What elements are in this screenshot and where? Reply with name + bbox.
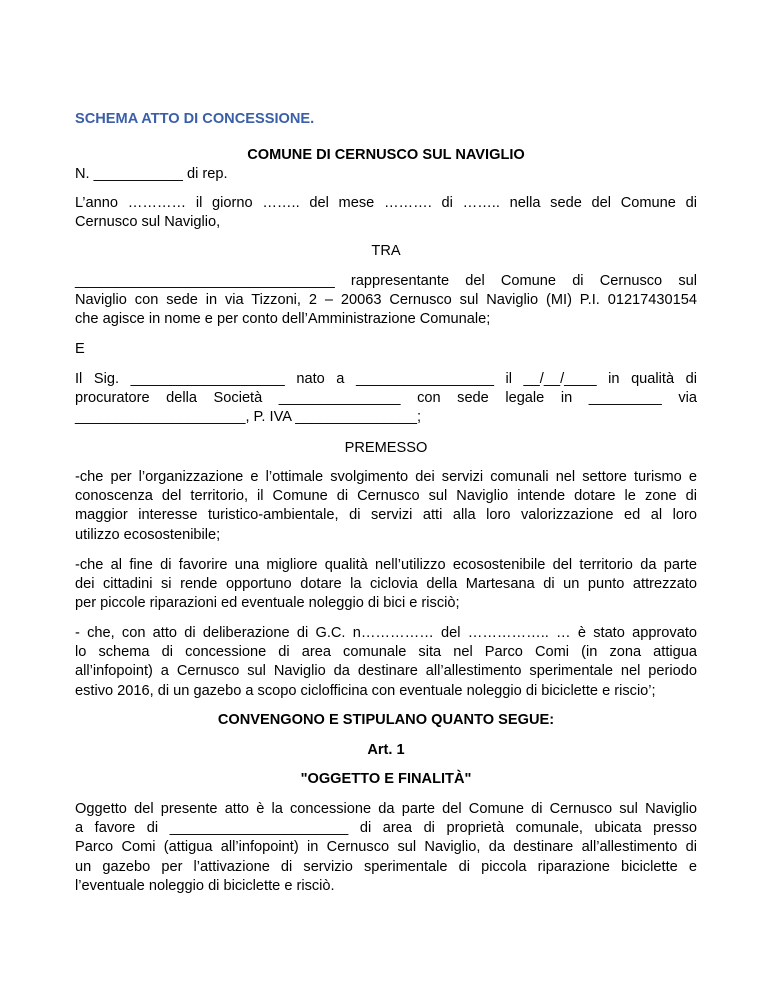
comune-title: COMUNE DI CERNUSCO SUL NAVIGLIO — [247, 147, 525, 163]
text-line: maggior interesse turistico-ambientale, di servizi atti alla loro valorizzazione ed al loro — [75, 507, 697, 524]
text-line: Cernusco sul Naviglio, — [75, 214, 221, 231]
schema-title: SCHEMA ATTO DI CONCESSIONE. — [75, 111, 315, 127]
premesso-label: PREMESSO — [344, 440, 428, 456]
text-line: all’infopoint) a Cernusco sul Naviglio da destinare all’allestimento sperimentale nel periodo — [75, 663, 697, 680]
text-line: Il Sig. ___________________ nato a _________________ il __/__/____ in qualità di — [75, 371, 697, 387]
text-line: l’eventuale noleggio di biciclette e risciò. — [75, 877, 335, 894]
text-line: a favore di ______________________ di area di proprietà comunale, ubicata presso — [75, 820, 697, 837]
anno-paragraph — [75, 194, 697, 232]
text-line: utilizzo ecosostenibile; — [75, 526, 221, 543]
premessa-paragraph-2 — [75, 556, 697, 614]
text-line: un gazebo per l’attivazione di servizio sperimentale di piccola riparazione biciclette e — [75, 858, 697, 875]
text-line: -che per l’organizzazione e l’ottimale svolgimento dei servizi comunali nel settore turismo e — [75, 469, 697, 485]
text-line: ________________________________ rappresentante del Comune di Cernusco sul — [75, 273, 697, 289]
premessa-paragraph-3 — [75, 624, 697, 701]
oggetto-paragraph — [75, 800, 697, 896]
text-line: - che, con atto di deliberazione di G.C. n…………… del …………….. … è stato approvato — [75, 625, 697, 641]
sig-paragraph — [75, 370, 697, 428]
text-line: Parco Comi (attigua all’infopoint) in Cernusco sul Naviglio, da destinare all’allestimento di — [75, 839, 697, 856]
text-line: _____________________, P. IVA _______________; — [75, 409, 422, 426]
text-line: che agisce in nome e per conto dell’Amministrazione Comunale; — [75, 311, 491, 328]
text-line: procuratore della Società _______________ con sede legale in _________ via — [75, 390, 697, 407]
rappresentante-paragraph — [75, 272, 697, 330]
premessa-paragraph-1 — [75, 468, 697, 545]
text-line: -che al fine di favorire una migliore qualità nell’utilizzo ecosostenibile del territorio da parte — [75, 557, 697, 573]
rep-line: N. ___________ di rep. — [75, 166, 228, 182]
art-1-heading: Art. 1 — [367, 742, 405, 758]
tra-label: TRA — [371, 243, 401, 259]
oggetto-heading: "OGGETTO E FINALITÀ" — [300, 771, 472, 787]
text-line: per piccole riparazioni ed eventuale noleggio di bici e risciò; — [75, 595, 460, 612]
convengono-heading: CONVENGONO E STIPULANO QUANTO SEGUE: — [217, 712, 555, 728]
text-line: conoscenza del territorio, il Comune di Cernusco sul Naviglio intende dotare le zone di — [75, 488, 697, 505]
text-line: estivo 2016, di un gazebo a scopo ciclofficina con eventuale noleggio di biciclette e riscio’; — [75, 682, 656, 699]
text-line: Oggetto del presente atto è la concessione da parte del Comune di Cernusco sul Naviglio — [75, 801, 697, 817]
text-line: L’anno ………… il giorno …….. del mese ………. di …….. nella sede del Comune di — [75, 195, 697, 211]
text-line: dei cittadini si rende opportuno dotare la ciclovia della Martesana di un punto attrezzato — [75, 576, 697, 593]
text-line: Naviglio con sede in via Tizzoni, 2 – 20063 Cernusco sul Naviglio (MI) P.I. 01217430154 — [75, 292, 697, 309]
e-label: E — [75, 341, 85, 357]
text-line: lo schema di concessione di area comunale sita nel Parco Comi (in zona attigua — [75, 644, 697, 661]
